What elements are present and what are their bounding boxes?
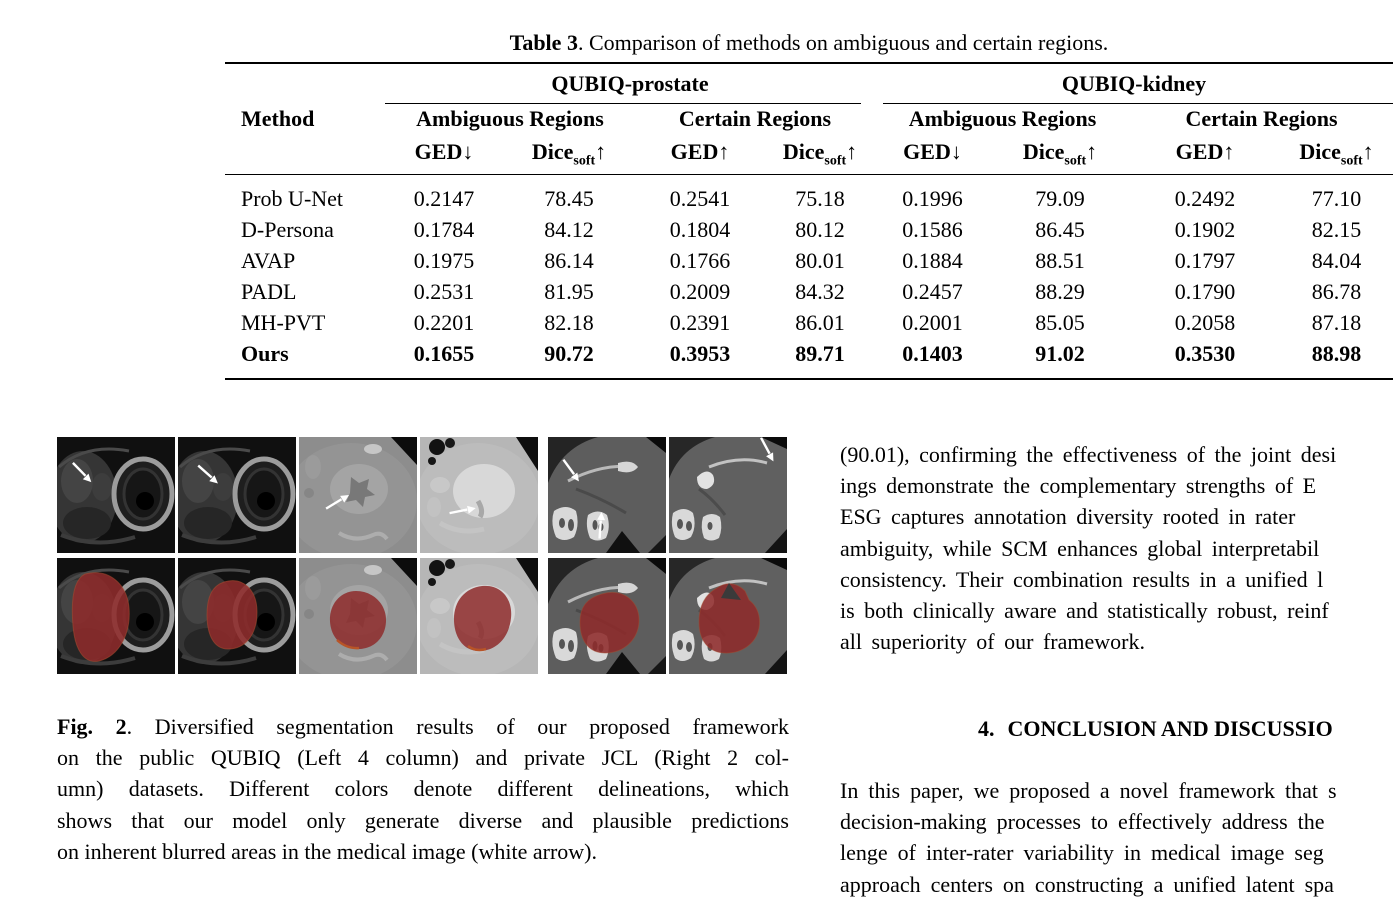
value-cell: 0.1784 xyxy=(413,216,475,242)
table3-label: Table 3 xyxy=(509,30,578,55)
value-cell: 87.18 xyxy=(1311,309,1362,335)
metric-header: Dice$_{soft}$↑ xyxy=(765,134,875,175)
table-row xyxy=(225,276,1393,307)
text-line: ESG captures annotation diversity rooted in rater xyxy=(840,504,1296,530)
value-cell: 0.2391 xyxy=(669,309,731,335)
value-cell: 88.51 xyxy=(1035,247,1085,273)
method-cell: D-Persona xyxy=(241,216,334,242)
figure-panel-kidney-ct-2 xyxy=(420,437,538,553)
method-cell: MH-PVT xyxy=(241,309,326,335)
value-cell: 79.09 xyxy=(1035,185,1085,211)
region-header: Certain Regions xyxy=(678,106,832,131)
figure-panel-jcl-ct-2 xyxy=(669,437,787,553)
metric-header: GED↓ xyxy=(875,134,990,175)
heading-title: CONCLUSION AND DISCUSSIO xyxy=(1007,716,1333,741)
table-row xyxy=(225,245,1393,276)
value-cell: 82.15 xyxy=(1311,216,1362,242)
value-cell: 80.12 xyxy=(795,216,845,242)
metric-header: GED↑ xyxy=(1130,134,1280,175)
region-header: Ambiguous Regions xyxy=(908,106,1097,131)
value-cell: 86.01 xyxy=(795,309,845,335)
value-cell: 90.72 xyxy=(503,338,635,379)
value-cell: 0.2201 xyxy=(413,309,475,335)
value-cell: 0.1884 xyxy=(902,247,963,273)
figure-panel-kidney-ct-1 xyxy=(299,437,417,553)
results-paragraph xyxy=(840,439,1400,657)
text-line: all superiority of our framework. xyxy=(840,629,1145,655)
heading-number: 4. xyxy=(978,716,995,741)
caption-text: . Diversified segmentation results of our proposed framework xyxy=(126,714,789,739)
value-cell: 77.10 xyxy=(1311,185,1362,211)
value-cell: 86.45 xyxy=(1035,216,1085,242)
figure-panel-jcl-seg-2 xyxy=(669,558,787,674)
caption-first-line xyxy=(57,711,789,742)
table-row xyxy=(225,175,1393,215)
value-cell: 0.1804 xyxy=(669,216,731,242)
value-cell: 86.14 xyxy=(544,247,594,273)
value-cell: 0.1996 xyxy=(902,185,963,211)
section-heading xyxy=(978,716,1333,742)
group-header-prostate: QUBIQ-prostate xyxy=(385,63,875,104)
group-header-kidney: QUBIQ-kidney xyxy=(875,63,1393,104)
value-cell: 86.78 xyxy=(1311,278,1362,304)
text-line: (90.01), confirming the effectiveness of the joint desi xyxy=(840,442,1337,467)
text-line: In this paper, we proposed a novel framework that s xyxy=(840,778,1337,803)
value-cell: 0.2058 xyxy=(1174,309,1236,335)
value-cell: 78.45 xyxy=(544,185,594,211)
metric-header: Dice$_{soft}$↑ xyxy=(990,134,1130,175)
figure-panel-prostate-seg-1 xyxy=(57,558,175,674)
method-cell: Prob U-Net xyxy=(241,185,344,211)
group-header-row xyxy=(225,63,1393,104)
value-cell: 84.32 xyxy=(795,278,845,304)
caption-label: Fig. 2 xyxy=(57,714,127,739)
figure-panel-prostate-mri-1 xyxy=(57,437,175,553)
method-cell: PADL xyxy=(241,278,297,304)
metric-header: GED↑ xyxy=(635,134,765,175)
text-line: approach centers on constructing a unified latent spa xyxy=(840,871,1334,897)
method-cell: Ours xyxy=(225,338,385,379)
value-cell: 0.1586 xyxy=(902,216,963,242)
region-header: Ambiguous Regions xyxy=(416,106,604,131)
metric-header: GED↓ xyxy=(385,134,503,175)
figure-panel-jcl-seg-1 xyxy=(548,558,666,674)
table3-title xyxy=(225,30,1393,56)
figure-caption xyxy=(57,711,789,867)
metric-header: Dice$_{soft}$↑ xyxy=(503,134,635,175)
text-line: consistency. Their combination results in a unified l xyxy=(840,566,1324,592)
region-header-row xyxy=(225,104,1393,134)
table-row xyxy=(225,214,1393,245)
value-cell: 0.1790 xyxy=(1174,278,1236,304)
figure2 xyxy=(57,437,790,675)
text-line: on the public QUBIQ (Left 4 column) and private JCL (Right 2 col- xyxy=(57,745,789,771)
value-cell: 91.02 xyxy=(990,338,1130,379)
text-line: decision-making processes to effectively address the xyxy=(840,809,1325,835)
method-header: Method xyxy=(225,63,385,175)
value-cell: 0.1902 xyxy=(1174,216,1236,242)
value-cell: 89.71 xyxy=(765,338,875,379)
value-cell: 0.2001 xyxy=(902,309,963,335)
table-head xyxy=(225,63,1393,175)
text-line: ings demonstrate the complementary strengths of E xyxy=(840,473,1317,499)
value-cell: 0.1797 xyxy=(1174,247,1236,273)
text-line: shows that our model only generate diverse and plausible predictions xyxy=(57,807,789,833)
table3-title-rest: . Comparison of methods on ambiguous and certain regions. xyxy=(577,30,1109,55)
value-cell: 88.98 xyxy=(1280,338,1393,379)
value-cell: 82.18 xyxy=(544,309,594,335)
comparison-table xyxy=(225,62,1393,380)
value-cell: 0.3530 xyxy=(1130,338,1280,379)
value-cell: 0.2492 xyxy=(1174,185,1236,211)
value-cell: 88.29 xyxy=(1035,278,1085,304)
figure-panel-prostate-seg-2 xyxy=(178,558,296,674)
value-cell: 0.2147 xyxy=(413,185,475,211)
text-line: on inherent blurred areas in the medical image (white arrow). xyxy=(57,838,597,864)
text-line: is both clinically aware and statistically robust, reinf xyxy=(840,598,1329,624)
value-cell: 84.12 xyxy=(544,216,594,242)
value-cell: 0.3953 xyxy=(635,338,765,379)
table-row xyxy=(225,307,1393,338)
conclusion-paragraph xyxy=(840,775,1400,900)
metric-header-row xyxy=(225,134,1393,175)
figure-panel-prostate-mri-2 xyxy=(178,437,296,553)
region-header: Certain Regions xyxy=(1185,106,1338,131)
value-cell: 0.1655 xyxy=(385,338,503,379)
figure-panel-kidney-seg-2 xyxy=(420,558,538,674)
value-cell: 0.1766 xyxy=(669,247,731,273)
value-cell: 0.2009 xyxy=(669,278,731,304)
value-cell: 0.2457 xyxy=(902,278,963,304)
table-body xyxy=(225,175,1393,380)
value-cell: 75.18 xyxy=(795,185,845,211)
text-line: ambiguity, while SCM enhances global interpretabil xyxy=(840,535,1320,561)
figure-panel-jcl-ct-1 xyxy=(548,437,666,553)
table-row xyxy=(225,338,1393,379)
text-line: umn) datasets. Different colors denote different delineations, which xyxy=(57,776,789,802)
value-cell: 0.1403 xyxy=(875,338,990,379)
segmentation-overlay xyxy=(207,581,257,649)
value-cell: 0.2541 xyxy=(669,185,731,211)
figure-panel-kidney-seg-1 xyxy=(299,558,417,674)
method-cell: AVAP xyxy=(241,247,296,273)
value-cell: 85.05 xyxy=(1035,309,1085,335)
value-cell: 0.1975 xyxy=(413,247,475,273)
value-cell: 80.01 xyxy=(795,247,845,273)
value-cell: 84.04 xyxy=(1311,247,1362,273)
text-line: lenge of inter-rater variability in medical image seg xyxy=(840,840,1324,866)
value-cell: 81.95 xyxy=(544,278,594,304)
metric-header: Dice$_{soft}$↑ xyxy=(1280,134,1393,175)
value-cell: 0.2531 xyxy=(413,278,475,304)
